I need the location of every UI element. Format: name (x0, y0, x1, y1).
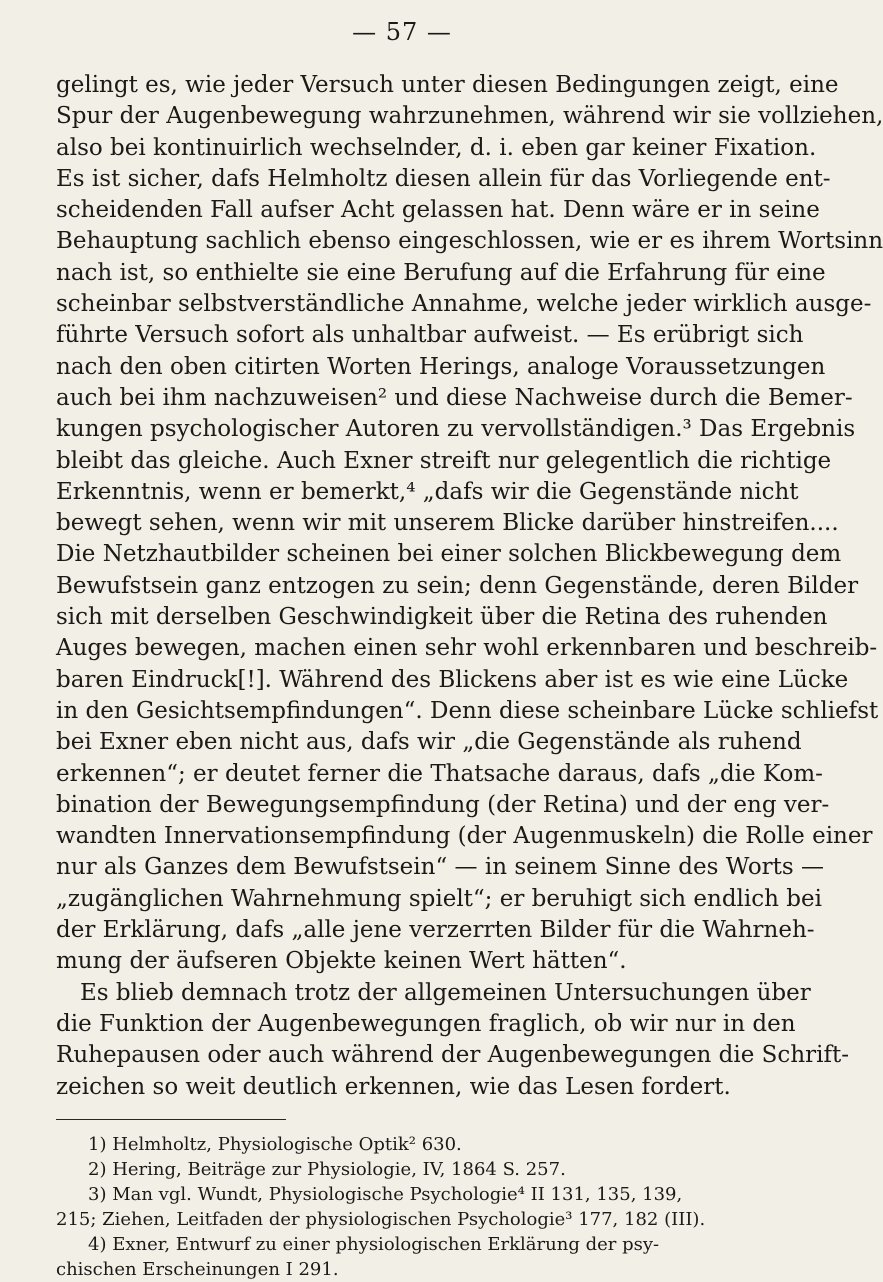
text-line: mung der äufseren Objekte keinen Wert hätten“. (56, 948, 627, 975)
text-line: kungen psychologischer Autoren zu vervollständigen.³ Das Ergebnis (56, 416, 856, 443)
footnote-line: 3) Man vgl. Wundt, Physiologische Psychologie⁴ II 131, 135, 139, (88, 1183, 683, 1205)
text-line: bei Exner eben nicht aus, dafs wir „die Gegenstände als ruhend (56, 729, 802, 756)
text-line: Spur der Augenbewegung wahrzunehmen, während wir sie vollziehen, (56, 103, 883, 130)
footnotes (56, 1132, 748, 1282)
text-line: scheinbar selbstverständliche Annahme, welche jeder wirklich ausge- (56, 291, 872, 318)
text-line: gelingt es, wie jeder Versuch unter diesen Bedingungen zeigt, eine (56, 72, 839, 98)
text-line: Erkenntnis, wenn er bemerkt,⁴ „dafs wir die Gegenstände nicht (56, 478, 799, 505)
page-number: — 57 — (352, 18, 452, 46)
text-line: erkennen“; er deutet ferner die Thatsache daraus, dafs „die Kom- (56, 760, 823, 787)
text-line: bination der Bewegungsempfindung (der Retina) und der eng ver- (56, 791, 830, 818)
text-line: der Erklärung, dafs „alle jene verzerrten Bilder für die Wahrneh- (56, 917, 815, 944)
text-line: zeichen so weit deutlich erkennen, wie das Lesen fordert. (56, 1073, 731, 1100)
text-line: die Funktion der Augenbewegungen fraglich, ob wir nur in den (56, 1010, 796, 1037)
text-line: Behauptung sachlich ebenso eingeschlossen, wie er es ihrem Wortsinn (56, 228, 883, 255)
main-text (56, 70, 883, 1103)
text-line: nach den oben citirten Worten Herings, analoge Voraussetzungen (56, 353, 826, 380)
book-page (56, 18, 883, 1282)
footnote-line: 1) Helmholtz, Physiologische Optik² 630. (88, 1133, 462, 1155)
text-line: Auges bewegen, machen einen sehr wohl erkennbaren und beschreib- (56, 635, 878, 662)
text-line: also bei kontinuirlich wechselnder, d. i. eben gar keiner Fixation. (56, 134, 817, 161)
text-line: baren Eindruck[!]. Während des Blickens aber ist es wie eine Lücke (56, 666, 849, 693)
text-line: Bewufstsein ganz entzogen zu sein; denn Gegenstände, deren Bilder (56, 572, 859, 599)
text-line: „zugänglichen Wahrnehmung spielt“; er beruhigt sich endlich bei (56, 885, 822, 912)
text-line: bleibt das gleiche. Auch Exner streift nur gelegentlich die richtige (56, 447, 832, 474)
text-line: nach ist, so enthielte sie eine Berufung auf die Erfahrung für eine (56, 259, 826, 286)
text-line: in den Gesichtsempfindungen“. Denn diese scheinbare Lücke schliefst (56, 697, 879, 724)
text-line: Die Netzhautbilder scheinen bei einer solchen Blickbewegung dem (56, 541, 842, 568)
text-line: Es ist sicher, dafs Helmholtz diesen allein für das Vorliegende ent- (56, 165, 831, 192)
footnote-line: 2) Hering, Beiträge zur Physiologie, IV, 1864 S. 257. (88, 1158, 566, 1180)
text-line: führte Versuch sofort als unhaltbar aufweist. — Es erübrigt sich (56, 322, 804, 349)
footnote-divider (56, 1119, 286, 1120)
text-line: wandten Innervationsempfindung (der Augenmuskeln) die Rolle einer (56, 823, 873, 850)
footnote-line: chischen Erscheinungen I 291. (56, 1258, 339, 1280)
text-line: auch bei ihm nachzuweisen² und diese Nachweise durch die Bemer- (56, 384, 853, 411)
text-line: nur als Ganzes dem Bewufstsein“ — in seinem Sinne des Worts — (56, 854, 825, 881)
text-line: bewegt sehen, wenn wir mit unserem Blicke darüber hinstreifen.... (56, 510, 839, 537)
footnote-line: 215; Ziehen, Leitfaden der physiologischen Psychologie³ 177, 182 (III). (56, 1208, 706, 1230)
text-line: Es blieb demnach trotz der allgemeinen Untersuchungen über (80, 979, 811, 1006)
text-line: sich mit derselben Geschwindigkeit über die Retina des ruhenden (56, 604, 828, 631)
text-line: Ruhepausen oder auch während der Augenbewegungen die Schrift- (56, 1042, 850, 1069)
footnote-line: 4) Exner, Entwurf zu einer physiologischen Erklärung der psy- (88, 1233, 660, 1255)
text-line: scheidenden Fall aufser Acht gelassen hat. Denn wäre er in seine (56, 197, 820, 224)
